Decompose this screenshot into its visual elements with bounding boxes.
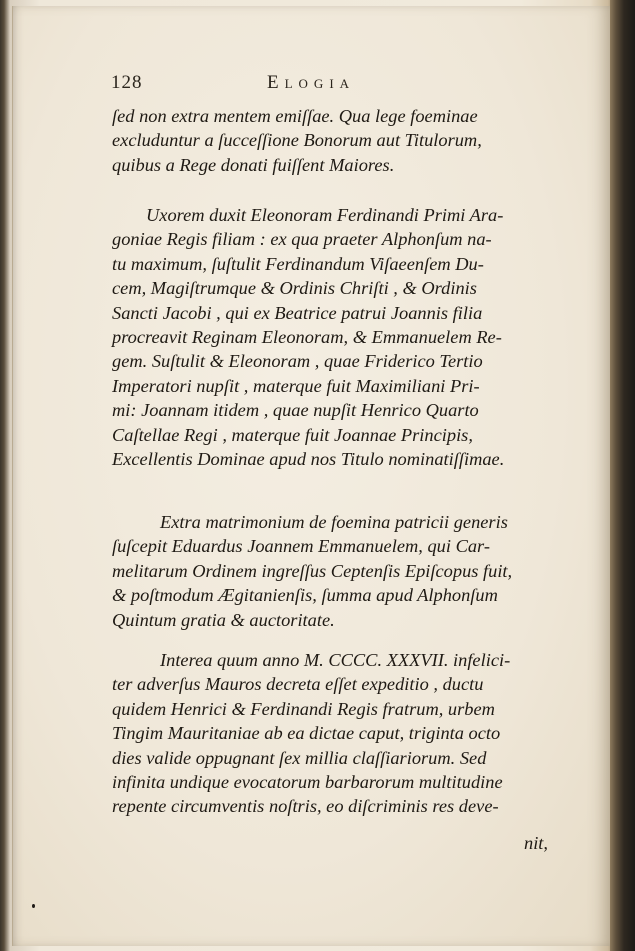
text-line: quibus a Rege donati fuiſſent Maiores. (112, 154, 395, 175)
text-line: ſed non extra mentem emiſſae. Qua lege foeminae (112, 106, 478, 126)
running-header (111, 68, 581, 98)
text-line: Imperatori nupſit , materque fuit Maximiliani Pri- (112, 375, 480, 396)
text-line: ter adverſus Mauros decreta eſſet expeditio , ductu (112, 674, 484, 695)
text-line: repente circumventis noſtris, eo diſcriminis res deve- (112, 796, 499, 817)
ink-speck (32, 904, 35, 908)
text-line: Extra matrimonium de foemina patricii generis (160, 512, 508, 532)
text-line: Uxorem duxit Eleonoram Ferdinandi Primi Ara- (146, 205, 504, 225)
text-line: infinita undique evocatorum barbarorum multitudine (112, 772, 503, 793)
text-line: Excellentis Dominae apud nos Titulo nominatiſſimae. (112, 449, 505, 470)
paragraph-4 (112, 648, 572, 819)
text-line: Sancti Jacobi , qui ex Beatrice patrui Joannis filia (112, 302, 483, 323)
paragraph-1 (112, 104, 572, 177)
text-line: gem. Suſtulit & Eleonoram , quae Friderico Tertio (112, 351, 483, 372)
text-line: Tingim Mauritaniae ab ea dictae caput, triginta octo (112, 723, 501, 744)
text-line: ſuſcepit Eduardus Joannem Emmanuelem, qui Car- (112, 536, 490, 557)
page-number: 128 (111, 72, 143, 93)
catchword: nit, (524, 833, 549, 853)
text-line: Caſtellae Regi , materque fuit Joannae Principis, (112, 424, 473, 445)
text-line: goniae Regis filiam : ex qua praeter Alphonſum na- (112, 229, 492, 250)
text-line: procreavit Reginam Eleonoram, & Emmanuelem Re- (112, 327, 502, 348)
paragraph-3 (112, 510, 572, 632)
text-line: tu maximum, ſuſtulit Ferdinandum Viſaeenſem Du- (112, 253, 484, 274)
text-line: melitarum Ordinem ingreſſus Ceptenſis Epiſcopus fuit, (112, 560, 513, 581)
text-line: quidem Henrici & Ferdinandi Regis fratrum, urbem (112, 698, 495, 719)
text-line: Interea quum anno M. CCCC. XXXVII. infelici- (160, 650, 511, 670)
text-line: dies valide oppugnant ſex millia claſſiariorum. Sed (112, 747, 487, 768)
text-line: & poſtmodum Ægitanienſis, ſumma apud Alphonſum (112, 585, 498, 606)
text-line: mi: Joannam itidem , quae nupſit Henrico Quarto (112, 400, 479, 421)
text-line: excluduntur a ſucceſſione Bonorum aut Titulorum, (112, 130, 482, 151)
text-line: cem, Magiſtrumque & Ordinis Chriſti , & Ordinis (112, 278, 477, 299)
paragraph-2 (112, 203, 572, 471)
text-line: Quintum gratia & auctoritate. (112, 609, 335, 630)
running-title: Elogia (267, 72, 356, 93)
book-gutter-shadow (610, 0, 635, 951)
